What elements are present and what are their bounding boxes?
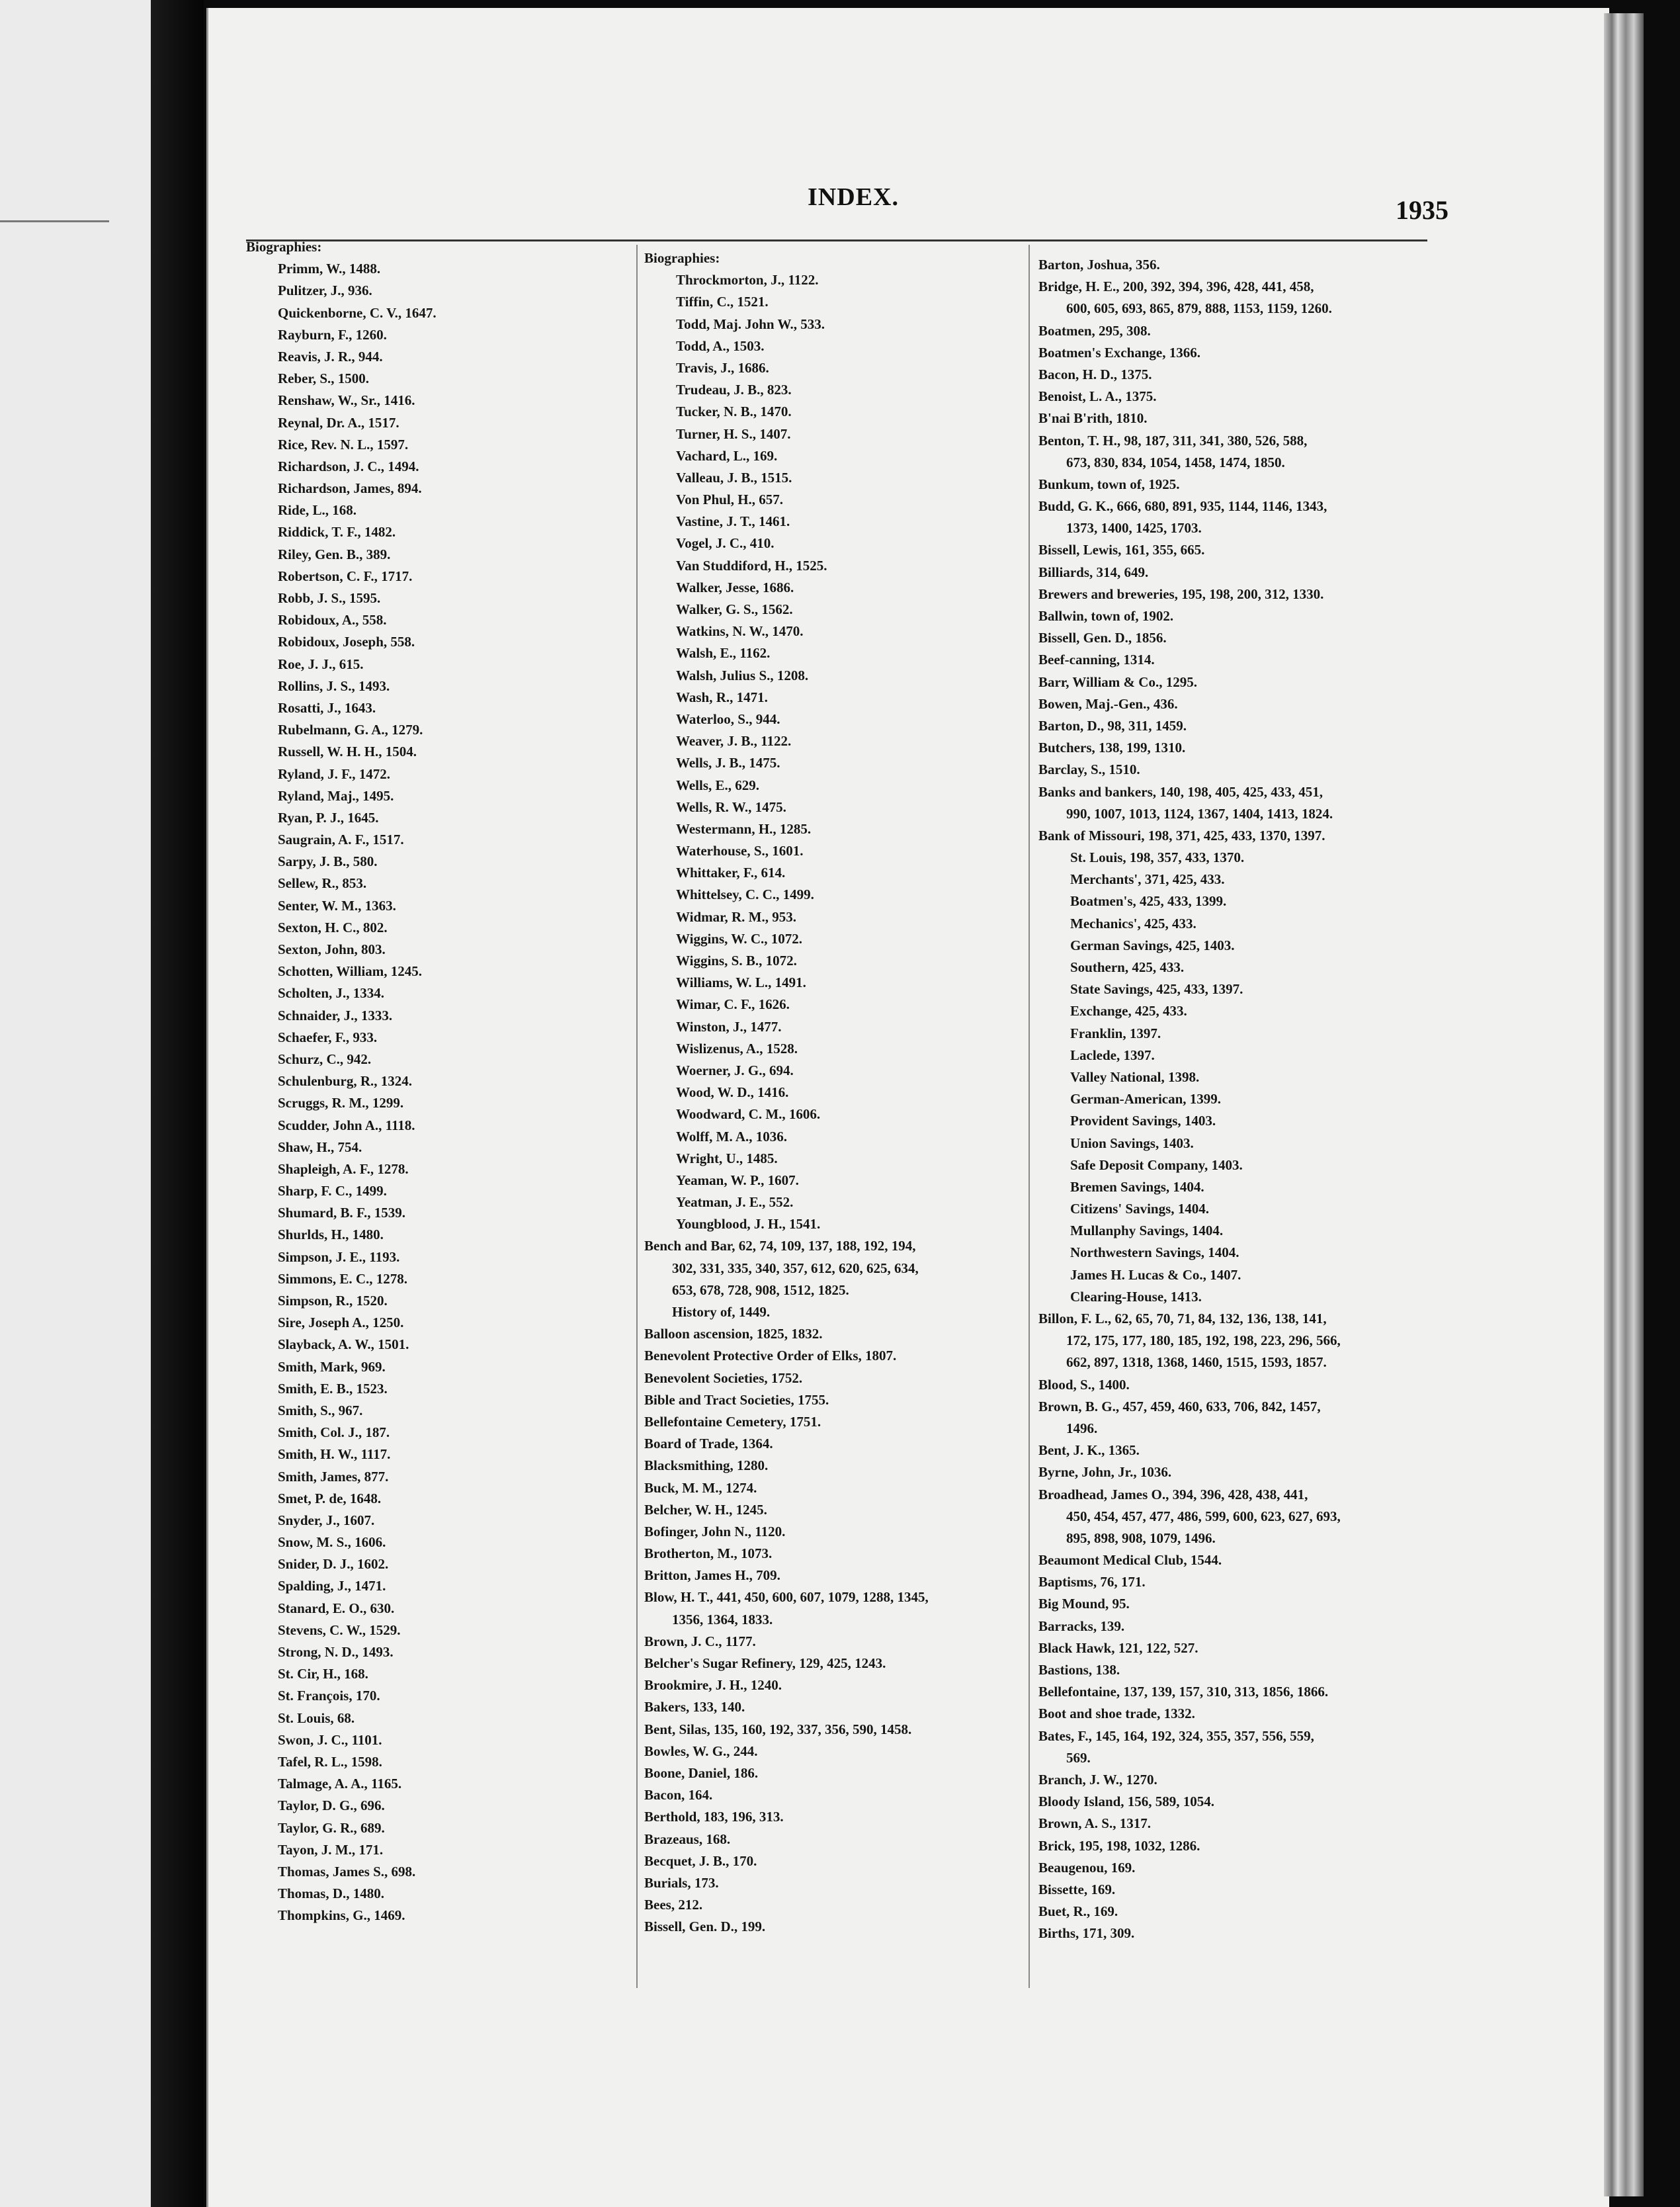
index-entry: 673, 830, 834, 1054, 1458, 1474, 1850. bbox=[1066, 454, 1285, 470]
index-entry: 172, 175, 177, 180, 185, 192, 198, 223, 296, 566, bbox=[1066, 1332, 1341, 1349]
index-entry: Thomas, D., 1480. bbox=[278, 1885, 385, 1902]
index-entry: Clearing-House, 1413. bbox=[1070, 1288, 1202, 1305]
index-entry: Swon, J. C., 1101. bbox=[278, 1731, 382, 1748]
index-entry: Taylor, G. R., 689. bbox=[278, 1819, 385, 1836]
index-entry: Northwestern Savings, 1404. bbox=[1070, 1244, 1239, 1261]
index-entry: Wash, R., 1471. bbox=[676, 689, 768, 705]
index-entry: Bent, J. K., 1365. bbox=[1038, 1442, 1140, 1459]
facing-page-edge bbox=[0, 0, 151, 2207]
index-entry: Snow, M. S., 1606. bbox=[278, 1534, 386, 1551]
index-entry: Shurlds, H., 1480. bbox=[278, 1227, 384, 1243]
index-entry: St. Cir, H., 168. bbox=[278, 1666, 368, 1682]
index-entry: Biographies: bbox=[246, 239, 322, 255]
index-entry: History of, 1449. bbox=[672, 1304, 771, 1320]
index-entry: Todd, Maj. John W., 533. bbox=[676, 316, 825, 332]
index-entry: Robidoux, Joseph, 558. bbox=[278, 634, 415, 650]
index-entry: Shumard, B. F., 1539. bbox=[278, 1205, 405, 1221]
page-title: INDEX. bbox=[808, 183, 899, 211]
index-entry: Buet, R., 169. bbox=[1038, 1903, 1118, 1920]
index-entry: Russell, W. H. H., 1504. bbox=[278, 744, 417, 760]
index-entry: Wiggins, W. C., 1072. bbox=[676, 930, 802, 947]
index-entry: Becquet, J. B., 170. bbox=[644, 1852, 757, 1869]
index-entry: Blow, H. T., 441, 450, 600, 607, 1079, 1288, 1345, bbox=[644, 1589, 929, 1606]
index-entry: State Savings, 425, 433, 1397. bbox=[1070, 981, 1243, 998]
index-entry: Budd, G. K., 666, 680, 891, 935, 1144, 1146, 1343, bbox=[1038, 498, 1327, 515]
index-entry: Brookmire, J. H., 1240. bbox=[644, 1677, 782, 1694]
index-entry: Thompkins, G., 1469. bbox=[278, 1907, 405, 1924]
index-entry: Reynal, Dr. A., 1517. bbox=[278, 414, 399, 431]
index-entry: Safe Deposit Company, 1403. bbox=[1070, 1156, 1243, 1173]
page-number: 1935 bbox=[1396, 195, 1449, 225]
index-entry: Vastine, J. T., 1461. bbox=[676, 513, 790, 530]
index-entry: Births, 171, 309. bbox=[1038, 1925, 1135, 1942]
index-entry: Wells, R. W., 1475. bbox=[676, 799, 786, 815]
index-entry: Robb, J. S., 1595. bbox=[278, 590, 381, 606]
index-entry: Woerner, J. G., 694. bbox=[676, 1062, 794, 1078]
index-entry: Wells, J. B., 1475. bbox=[676, 755, 780, 771]
index-entry: Beaumont Medical Club, 1544. bbox=[1038, 1552, 1222, 1569]
index-entry: Bellefontaine, 137, 139, 157, 310, 313, 1856, 1866. bbox=[1038, 1684, 1329, 1700]
index-entry: Vogel, J. C., 410. bbox=[676, 535, 775, 552]
index-entry: Merchants', 371, 425, 433. bbox=[1070, 871, 1225, 888]
index-entry: Beaugenou, 169. bbox=[1038, 1859, 1136, 1876]
index-entry: 653, 678, 728, 908, 1512, 1825. bbox=[672, 1281, 849, 1298]
index-entry: Sexton, John, 803. bbox=[278, 941, 386, 957]
index-entry: Tiffin, C., 1521. bbox=[676, 294, 769, 310]
index-entry: Schaefer, F., 933. bbox=[278, 1029, 378, 1045]
index-column-1 bbox=[246, 236, 630, 1926]
index-entry: Ryan, P. J., 1645. bbox=[278, 809, 379, 826]
index-entry: Rice, Rev. N. L., 1597. bbox=[278, 436, 409, 453]
index-entry: Mechanics', 425, 433. bbox=[1070, 915, 1197, 931]
index-entry: Bunkum, town of, 1925. bbox=[1038, 476, 1180, 492]
index-entry: Smet, P. de, 1648. bbox=[278, 1490, 382, 1506]
index-entry: Berthold, 183, 196, 313. bbox=[644, 1809, 784, 1825]
column-divider bbox=[636, 245, 638, 1988]
index-entry: Stanard, E. O., 630. bbox=[278, 1600, 395, 1616]
index-entry: Franklin, 1397. bbox=[1070, 1025, 1161, 1041]
index-entry: Simpson, J. E., 1193. bbox=[278, 1248, 400, 1265]
index-entry: 302, 331, 335, 340, 357, 612, 620, 625, 634, bbox=[672, 1260, 919, 1276]
index-entry: Baptisms, 76, 171. bbox=[1038, 1574, 1146, 1590]
index-entry: Union Savings, 1403. bbox=[1070, 1135, 1194, 1151]
index-entry: Tucker, N. B., 1470. bbox=[676, 404, 792, 420]
index-entry: Throckmorton, J., 1122. bbox=[676, 272, 819, 288]
index-entry: Scholten, J., 1334. bbox=[278, 985, 385, 1002]
index-entry: Whittaker, F., 614. bbox=[676, 865, 786, 881]
index-entry: Boot and shoe trade, 1332. bbox=[1038, 1706, 1195, 1722]
index-entry: 600, 605, 693, 865, 879, 888, 1153, 1159, 1260. bbox=[1066, 300, 1332, 317]
index-entry: 569. bbox=[1066, 1749, 1091, 1766]
index-entry: Waterloo, S., 944. bbox=[676, 711, 780, 727]
index-entry: Simpson, R., 1520. bbox=[278, 1293, 388, 1309]
index-entry: Ryland, J. F., 1472. bbox=[278, 765, 391, 782]
index-entry: Richardson, James, 894. bbox=[278, 480, 422, 497]
index-entry: Blacksmithing, 1280. bbox=[644, 1457, 769, 1474]
index-entry: Brown, B. G., 457, 459, 460, 633, 706, 842, 1457, bbox=[1038, 1398, 1321, 1414]
index-entry: Ryland, Maj., 1495. bbox=[278, 787, 394, 804]
index-entry: Bowles, W. G., 244. bbox=[644, 1743, 758, 1759]
index-entry: Shapleigh, A. F., 1278. bbox=[278, 1160, 409, 1177]
index-entry: Bacon, H. D., 1375. bbox=[1038, 366, 1152, 382]
index-entry: Southern, 425, 433. bbox=[1070, 959, 1185, 975]
index-entry: 1496. bbox=[1066, 1420, 1098, 1436]
index-entry: Senter, W. M., 1363. bbox=[278, 897, 396, 914]
index-entry: Sharp, F. C., 1499. bbox=[278, 1183, 387, 1199]
index-entry: Wood, W. D., 1416. bbox=[676, 1084, 789, 1101]
index-entry: Bellefontaine Cemetery, 1751. bbox=[644, 1413, 821, 1430]
index-entry: Big Mound, 95. bbox=[1038, 1596, 1130, 1612]
index-entry: Strong, N. D., 1493. bbox=[278, 1644, 394, 1660]
index-entry: St. Louis, 68. bbox=[278, 1709, 355, 1726]
index-entry: Snyder, J., 1607. bbox=[278, 1512, 375, 1528]
index-entry: Smith, James, 877. bbox=[278, 1468, 389, 1485]
index-entry: German Savings, 425, 1403. bbox=[1070, 937, 1235, 953]
column-divider bbox=[1029, 245, 1030, 1988]
index-entry: Laclede, 1397. bbox=[1070, 1047, 1155, 1063]
index-entry: Vachard, L., 169. bbox=[676, 447, 778, 464]
index-entry: German-American, 1399. bbox=[1070, 1091, 1222, 1107]
index-entry: Von Phul, H., 657. bbox=[676, 492, 784, 508]
index-entry: Talmage, A. A., 1165. bbox=[278, 1776, 402, 1792]
index-entry: Scudder, John A., 1118. bbox=[278, 1117, 415, 1133]
index-entry: Benevolent Societies, 1752. bbox=[644, 1369, 803, 1386]
index-entry: Simmons, E. C., 1278. bbox=[278, 1270, 408, 1287]
index-entry: Bissette, 169. bbox=[1038, 1881, 1116, 1897]
index-entry: Citizens' Savings, 1404. bbox=[1070, 1201, 1210, 1217]
index-entry: Reber, S., 1500. bbox=[278, 370, 370, 387]
page-stack-edges bbox=[1604, 13, 1644, 2196]
index-entry: Bakers, 133, 140. bbox=[644, 1699, 745, 1715]
index-entry: Bees, 212. bbox=[644, 1897, 703, 1913]
index-entry: Roe, J. J., 615. bbox=[278, 656, 364, 672]
index-entry: Scruggs, R. M., 1299. bbox=[278, 1095, 404, 1111]
index-entry: Bloody Island, 156, 589, 1054. bbox=[1038, 1794, 1215, 1810]
index-entry: St. François, 170. bbox=[278, 1688, 380, 1704]
index-entry: Snider, D. J., 1602. bbox=[278, 1556, 389, 1573]
index-entry: Bissell, Lewis, 161, 355, 665. bbox=[1038, 542, 1205, 558]
index-entry: Provident Savings, 1403. bbox=[1070, 1113, 1216, 1129]
index-entry: Turner, H. S., 1407. bbox=[676, 425, 791, 442]
index-entry: Britton, James H., 709. bbox=[644, 1567, 780, 1584]
index-entry: 450, 454, 457, 477, 486, 599, 600, 623, 627, 693, bbox=[1066, 1508, 1341, 1524]
index-entry: Boatmen's Exchange, 1366. bbox=[1038, 344, 1201, 361]
index-entry: Riddick, T. F., 1482. bbox=[278, 524, 396, 541]
index-entry: Thomas, James S., 698. bbox=[278, 1863, 416, 1880]
index-entry: Bench and Bar, 62, 74, 109, 137, 188, 192, 194, bbox=[644, 1238, 916, 1254]
index-entry: Benton, T. H., 98, 187, 311, 341, 380, 526, 588, bbox=[1038, 432, 1308, 449]
index-entry: Robidoux, A., 558. bbox=[278, 612, 387, 628]
index-entry: Wright, U., 1485. bbox=[676, 1150, 778, 1166]
index-entry: Branch, J. W., 1270. bbox=[1038, 1771, 1157, 1788]
index-entry: Valley National, 1398. bbox=[1070, 1068, 1200, 1085]
index-entry: Balloon ascension, 1825, 1832. bbox=[644, 1326, 823, 1342]
index-entry: Bank of Missouri, 198, 371, 425, 433, 1370, 1397. bbox=[1038, 827, 1325, 844]
index-entry: Brown, J. C., 1177. bbox=[644, 1633, 756, 1649]
index-entry: Todd, A., 1503. bbox=[676, 337, 765, 354]
index-entry: Walsh, E., 1162. bbox=[676, 645, 771, 662]
index-entry: Smith, Col. J., 187. bbox=[278, 1424, 390, 1441]
index-entry: Whittelsey, C. C., 1499. bbox=[676, 887, 814, 903]
index-entry: Barracks, 139. bbox=[1038, 1618, 1125, 1634]
index-entry: Schnaider, J., 1333. bbox=[278, 1007, 393, 1023]
index-entry: Brown, A. S., 1317. bbox=[1038, 1815, 1151, 1832]
index-entry: Saugrain, A. F., 1517. bbox=[278, 832, 404, 848]
index-entry: Pulitzer, J., 936. bbox=[278, 282, 372, 299]
index-entry: Youngblood, J. H., 1541. bbox=[676, 1216, 821, 1233]
index-entry: Brotherton, M., 1073. bbox=[644, 1545, 773, 1562]
index-entry: Mullanphy Savings, 1404. bbox=[1070, 1223, 1224, 1239]
index-entry: Burials, 173. bbox=[644, 1874, 719, 1891]
index-entry: Sellew, R., 853. bbox=[278, 875, 367, 892]
index-column-2 bbox=[644, 247, 1025, 1938]
index-entry: Boatmen's, 425, 433, 1399. bbox=[1070, 893, 1227, 910]
book-gutter bbox=[151, 0, 204, 2207]
index-entry: Board of Trade, 1364. bbox=[644, 1436, 773, 1452]
index-entry: Wislizenus, A., 1528. bbox=[676, 1040, 798, 1057]
index-entry: Smith, S., 967. bbox=[278, 1402, 363, 1418]
index-entry: Riley, Gen. B., 389. bbox=[278, 546, 391, 562]
index-entry: B'nai B'rith, 1810. bbox=[1038, 410, 1148, 427]
index-entry: Banks and bankers, 140, 198, 405, 425, 433, 451, bbox=[1038, 783, 1323, 800]
index-entry: St. Louis, 198, 357, 433, 1370. bbox=[1070, 849, 1245, 866]
index-entry: Tafel, R. L., 1598. bbox=[278, 1753, 382, 1770]
index-entry: Rollins, J. S., 1493. bbox=[278, 677, 390, 694]
index-entry: Biographies: bbox=[644, 250, 720, 266]
index-entry: 895, 898, 908, 1079, 1496. bbox=[1066, 1530, 1216, 1546]
index-entry: Buck, M. M., 1274. bbox=[644, 1479, 757, 1496]
index-entry: Widmar, R. M., 953. bbox=[676, 908, 797, 925]
index-entry: Bissell, Gen. D., 1856. bbox=[1038, 630, 1167, 646]
index-entry: Winston, J., 1477. bbox=[676, 1018, 782, 1035]
index-entry: Williams, W. L., 1491. bbox=[676, 974, 806, 991]
index-entry: Barton, Joshua, 356. bbox=[1038, 257, 1160, 273]
index-entry: Smith, Mark, 969. bbox=[278, 1358, 386, 1375]
index-entry: Billiards, 314, 649. bbox=[1038, 564, 1149, 580]
index-entry: Belcher's Sugar Refinery, 129, 425, 1243. bbox=[644, 1655, 886, 1671]
index-entry: Brewers and breweries, 195, 198, 200, 312, 1330. bbox=[1038, 585, 1324, 602]
index-entry: Rayburn, F., 1260. bbox=[278, 326, 387, 343]
index-entry: 662, 897, 1318, 1368, 1460, 1515, 1593, 1857. bbox=[1066, 1354, 1327, 1371]
index-entry: Sire, Joseph A., 1250. bbox=[278, 1315, 404, 1331]
index-entry: Smith, E. B., 1523. bbox=[278, 1380, 388, 1397]
index-entry: Barr, William & Co., 1295. bbox=[1038, 673, 1197, 690]
index-entry: Bible and Tract Societies, 1755. bbox=[644, 1391, 829, 1408]
index-entry: 1373, 1400, 1425, 1703. bbox=[1066, 520, 1202, 537]
index-entry: Waterhouse, S., 1601. bbox=[676, 843, 804, 859]
index-entry: Barton, D., 98, 311, 1459. bbox=[1038, 717, 1187, 734]
index-entry: Bent, Silas, 135, 160, 192, 337, 356, 590, 1458. bbox=[644, 1721, 912, 1737]
index-entry: Exchange, 425, 433. bbox=[1070, 1003, 1187, 1019]
index-entry: Bacon, 164. bbox=[644, 1787, 713, 1803]
index-entry: Woodward, C. M., 1606. bbox=[676, 1106, 821, 1123]
index-entry: Quickenborne, C. V., 1647. bbox=[278, 304, 437, 321]
index-entry: Bofinger, John N., 1120. bbox=[644, 1523, 786, 1539]
index-entry: Brazeaus, 168. bbox=[644, 1831, 731, 1847]
index-entry: Schotten, William, 1245. bbox=[278, 963, 422, 980]
index-entry: Ballwin, town of, 1902. bbox=[1038, 608, 1174, 624]
index-entry: Walsh, Julius S., 1208. bbox=[676, 667, 809, 683]
index-entry: Reavis, J. R., 944. bbox=[278, 348, 383, 365]
index-entry: Wiggins, S. B., 1072. bbox=[676, 953, 797, 969]
index-entry: Rubelmann, G. A., 1279. bbox=[278, 722, 423, 738]
index-entry: Spalding, J., 1471. bbox=[278, 1578, 386, 1594]
index-entry: Bastions, 138. bbox=[1038, 1662, 1120, 1678]
index-entry: Broadhead, James O., 394, 396, 428, 438, 441, bbox=[1038, 1486, 1308, 1502]
index-entry: Bissell, Gen. D., 199. bbox=[644, 1919, 766, 1935]
index-entry: Butchers, 138, 199, 1310. bbox=[1038, 740, 1186, 756]
index-entry: Tayon, J. M., 171. bbox=[278, 1841, 384, 1858]
index-entry: Watkins, N. W., 1470. bbox=[676, 623, 804, 640]
index-entry: Belcher, W. H., 1245. bbox=[644, 1501, 767, 1518]
index-entry: Bowen, Maj.-Gen., 436. bbox=[1038, 695, 1178, 712]
index-entry: Taylor, D. G., 696. bbox=[278, 1797, 385, 1814]
index-entry: Schurz, C., 942. bbox=[278, 1051, 372, 1067]
index-entry: Westermann, H., 1285. bbox=[676, 820, 812, 837]
facing-page-rule bbox=[0, 220, 109, 222]
index-entry: Walker, Jesse, 1686. bbox=[676, 579, 794, 595]
index-entry: Robertson, C. F., 1717. bbox=[278, 568, 413, 584]
index-entry: 990, 1007, 1013, 1124, 1367, 1404, 1413, 1824. bbox=[1066, 805, 1333, 822]
index-entry: Primm, W., 1488. bbox=[278, 261, 381, 277]
index-entry: Billon, F. L., 62, 65, 70, 71, 84, 132, 136, 138, 141, bbox=[1038, 1311, 1327, 1326]
index-entry: Yeaman, W. P., 1607. bbox=[676, 1172, 799, 1188]
index-column-3 bbox=[1038, 254, 1435, 1944]
index-entry: Boone, Daniel, 186. bbox=[644, 1764, 759, 1781]
index-entry: Van Studdiford, H., 1525. bbox=[676, 557, 827, 574]
index-entry: Wolff, M. A., 1036. bbox=[676, 1128, 787, 1145]
index-entry: Shaw, H., 754. bbox=[278, 1139, 362, 1155]
index-entry: Schulenburg, R., 1324. bbox=[278, 1073, 413, 1090]
index-entry: Benevolent Protective Order of Elks, 1807. bbox=[644, 1348, 897, 1364]
index-entry: Yeatman, J. E., 552. bbox=[676, 1194, 794, 1211]
index-entry: Wimar, C. F., 1626. bbox=[676, 996, 790, 1013]
index-entry: Richardson, J. C., 1494. bbox=[278, 458, 419, 474]
index-entry: Bates, F., 145, 164, 192, 324, 355, 357, 556, 559, bbox=[1038, 1727, 1314, 1744]
index-entry: Boatmen, 295, 308. bbox=[1038, 322, 1151, 339]
index-entry: Wells, E., 629. bbox=[676, 777, 760, 793]
index-entry: Smith, H. W., 1117. bbox=[278, 1446, 391, 1463]
index-entry: James H. Lucas & Co., 1407. bbox=[1070, 1266, 1241, 1283]
index-entry: Sexton, H. C., 802. bbox=[278, 919, 388, 935]
index-entry: Trudeau, J. B., 823. bbox=[676, 382, 792, 398]
index-entry: Blood, S., 1400. bbox=[1038, 1376, 1130, 1393]
index-entry: Brick, 195, 198, 1032, 1286. bbox=[1038, 1837, 1200, 1854]
index-entry: Weaver, J. B., 1122. bbox=[676, 733, 792, 750]
index-entry: Sarpy, J. B., 580. bbox=[278, 853, 378, 870]
index-entry: 1356, 1364, 1833. bbox=[672, 1611, 773, 1627]
index-entry: Beef-canning, 1314. bbox=[1038, 652, 1155, 668]
index-entry: Barclay, S., 1510. bbox=[1038, 761, 1140, 778]
index-entry: Rosatti, J., 1643. bbox=[278, 699, 376, 716]
index-entry: Travis, J., 1686. bbox=[676, 359, 769, 376]
index-entry: Benoist, L. A., 1375. bbox=[1038, 388, 1157, 405]
index-entry: Walker, G. S., 1562. bbox=[676, 601, 793, 617]
index-entry: Byrne, John, Jr., 1036. bbox=[1038, 1464, 1172, 1481]
index-entry: Bremen Savings, 1404. bbox=[1070, 1178, 1204, 1195]
index-entry: Renshaw, W., Sr., 1416. bbox=[278, 392, 415, 409]
index-entry: Stevens, C. W., 1529. bbox=[278, 1622, 401, 1638]
index-entry: Slayback, A. W., 1501. bbox=[278, 1336, 409, 1353]
index-entry: Valleau, J. B., 1515. bbox=[676, 469, 792, 486]
index-entry: Ride, L., 168. bbox=[278, 502, 357, 519]
index-entry: Black Hawk, 121, 122, 527. bbox=[1038, 1639, 1198, 1656]
index-entry: Bridge, H. E., 200, 392, 394, 396, 428, 441, 458, bbox=[1038, 279, 1314, 295]
